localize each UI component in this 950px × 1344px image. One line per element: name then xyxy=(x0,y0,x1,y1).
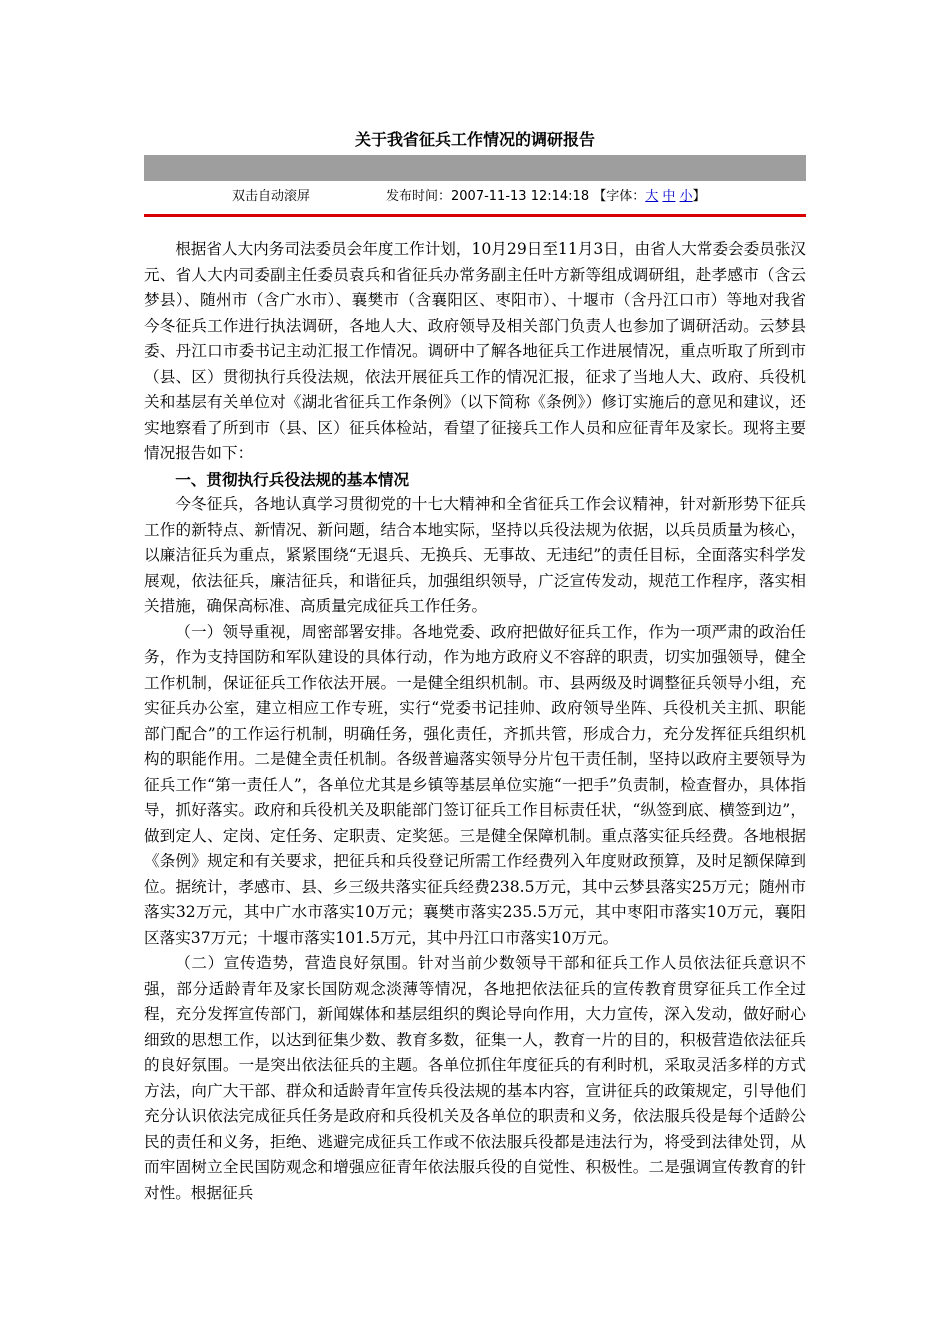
font-size-prefix: 【字体： xyxy=(593,189,646,204)
paragraph-intro: 根据省人大内务司法委员会年度工作计划，10月29日至11月3日，由省人大常委会委员张汉元、省人大内司委副主任委员袁兵和省征兵办常务副主任叶方新等组成调研组，赴孝感市（含云梦县）、随州市（含广水市）、襄樊市（含襄阳区、枣阳市）、十堰市（含丹江口市）等地对我省今冬征兵工作进行执法调研，各地人大、政府领导及相关部门负责人也参加了调研活动。云梦县委、丹江口市委书记主动汇报工作情况。调研中了解各地征兵工作进展情况，重点听取了所到市（县、区）贯彻执行兵役法规，依法开展征兵工作的情况汇报，征求了当地人大、政府、兵役机关和基层有关单位对《湖北省征兵工作条例》（以下简称《条例》）修订实施后的意见和建议，还实地察看了所到市（县、区）征兵体检站，看望了征接兵工作人员和应征青年及家长。现将主要情况报告如下： xyxy=(144,240,807,462)
font-size-suffix: 】 xyxy=(692,189,706,204)
article-page xyxy=(144,0,806,1206)
paragraph-overview: 今冬征兵，各地认真学习贯彻党的十七大精神和全省征兵工作会议精神，针对新形势下征兵工作的新特点、新情况、新问题，结合本地实际，坚持以兵役法规为依据，以兵员质量为核心，以廉洁征兵为重点，紧紧围绕“无退兵、无换兵、无事故、无违纪”的责任目标，全面落实科学发展观，依法征兵，廉洁征兵，和谐征兵，加强组织领导，广泛宣传发动，规范工作程序，落实相关措施，确保高标准、高质量完成征兵工作任务。 xyxy=(144,495,806,615)
font-large-link[interactable]: 大 xyxy=(645,189,659,204)
article-body xyxy=(144,237,806,1206)
article-title: 关于我省征兵工作情况的调研报告 xyxy=(354,130,595,149)
auto-scroll-label[interactable]: 双击自动滚屏 xyxy=(232,189,311,204)
font-medium-link[interactable]: 中 xyxy=(662,189,676,204)
title-divider-bar xyxy=(144,155,806,181)
publish-label: 发布时间： xyxy=(386,189,452,204)
paragraph-leadership: （一）领导重视，周密部署安排。各地党委、政府把做好征兵工作，作为一项严肃的政治任务，作为支持国防和军队建设的具体行动，作为地方政府义不容辞的职责，切实加强领导，健全工作机制，保证征兵工作依法开展。一是健全组织机制。市、县两级及时调整征兵领导小组，充实征兵办公室，建立相应工作专班，实行“党委书记挂帅、政府领导坐阵、兵役机关主抓、职能部门配合”的工作运行机制，明确任务，强化责任，齐抓共管，形成合力，充分发挥征兵组织机构的职能作用。二是健全责任机制。各级普遍落实领导分片包干责任制，坚持以政府主要领导为征兵工作“第一责任人”，各单位尤其是乡镇等基层单位实施“一把手”负责制，检查督办，具体指导，抓好落实。政府和兵役机关及职能部门签订征兵工作目标责任状，“纵签到底、横签到边”，做到定人、定岗、定任务、定职责、定奖惩。三是健全保障机制。重点落实征兵经费。各地根据《条例》规定和有关要求，把征兵和兵役登记所需工作经费列入年度财政预算，及时足额保障到位。据统计，孝感市、县、乡三级共落实征兵经费238.5万元，其中云梦县落实25万元；随州市落实32万元，其中广水市落实10万元；襄樊市落实235.5万元，其中枣阳市落实10万元，襄阳区落实37万元；十堰市落实101.5万元，其中丹江口市落实10万元。 xyxy=(144,622,806,947)
section-heading-1: 一、贯彻执行兵役法规的基本情况 xyxy=(175,469,410,489)
red-divider xyxy=(144,214,806,217)
article-meta xyxy=(144,186,806,208)
publish-info xyxy=(386,186,706,208)
paragraph-publicity: （二）宣传造势，营造良好氛围。针对当前少数领导干部和征兵工作人员依法征兵意识不强，部分适龄青年及家长国防观念淡薄等情况，各地把依法征兵的宣传教育贯穿征兵工作全过程，充分发挥宣传部门，新闻媒体和基层组织的舆论导向作用，大力宣传，深入发动，做好耐心细致的思想工作，以达到征集少数、教育多数，征集一人，教育一片的目的，积极营造依法征兵的良好氛围。一是突出依法征兵的主题。各单位抓住年度征兵的有利时机，采取灵活多样的方式方法，向广大干部、群众和适龄青年宣传兵役法规的基本内容，宣讲征兵的政策规定，引导他们充分认识依法完成征兵任务是政府和兵役机关及各单位的职责和义务，依法服兵役是每个适龄公民的责任和义务，拒绝、逃避完成征兵工作或不依法服兵役都是违法行为，将受到法律处罚，从而牢固树立全民国防观念和增强应征青年依法服兵役的自觉性、积极性。二是强调宣传教育的针对性。根据征兵 xyxy=(144,954,806,1202)
font-small-link[interactable]: 小 xyxy=(679,189,693,204)
publish-time: 2007-11-13 12:14:18 xyxy=(451,189,590,204)
